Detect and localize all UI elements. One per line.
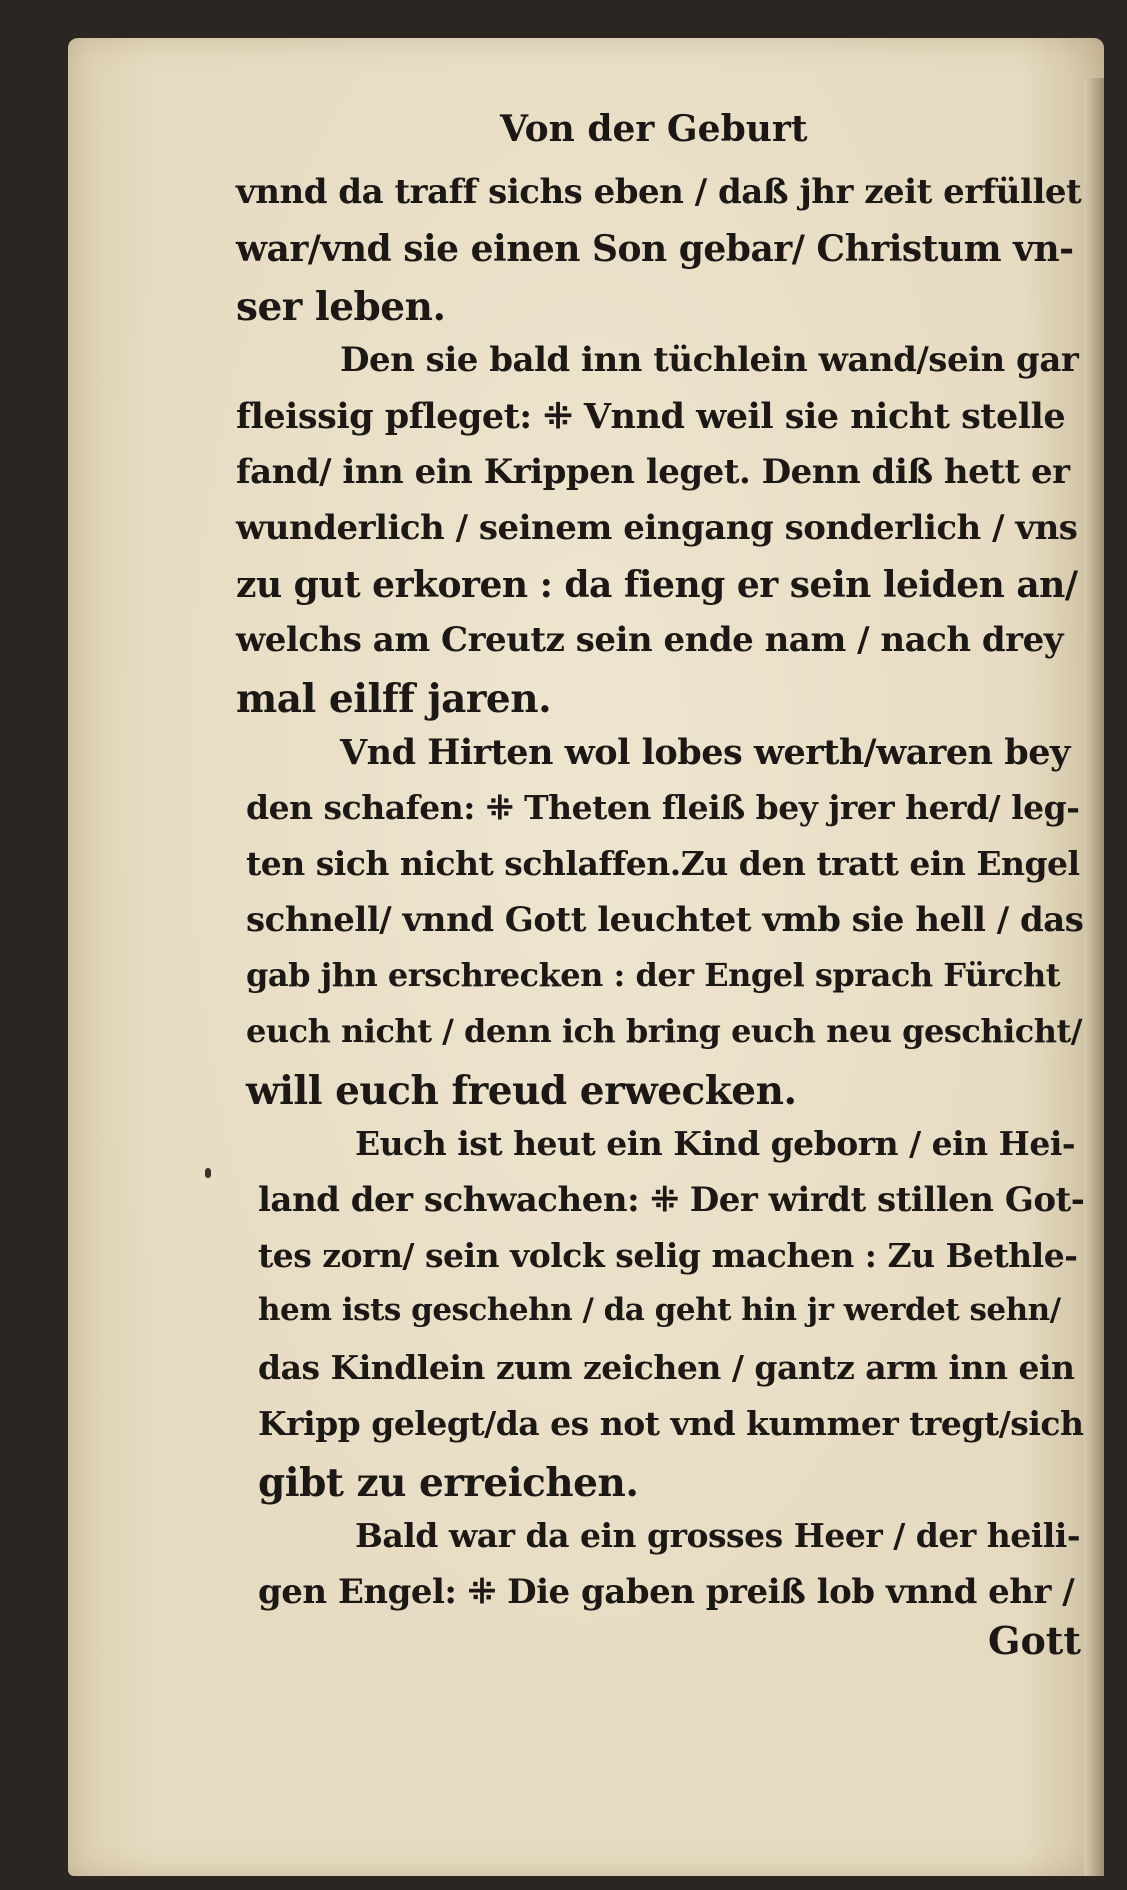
text-line: vnnd da traff sichs eben / daß jhr zeit erfüllet bbox=[236, 172, 1082, 212]
text-line: war/vnd sie einen Son gebar/ Christum vn- bbox=[236, 228, 1074, 270]
text-line: ser leben. bbox=[236, 284, 446, 330]
text-line: euch nicht / denn ich bring euch neu geschicht/ bbox=[246, 1012, 1082, 1050]
page-edge bbox=[1084, 78, 1104, 1876]
text-line: gab jhn erschrecken : der Engel sprach Fürcht bbox=[246, 956, 1061, 994]
text-line: gen Engel: ⁜ Die gaben preiß lob vnnd ehr / bbox=[258, 1572, 1075, 1612]
text-line: den schafen: ⁜ Theten fleiß bey jrer herd/ leg- bbox=[246, 788, 1080, 827]
text-line: Euch ist heut ein Kind geborn / ein Hei- bbox=[355, 1124, 1076, 1163]
text-line: land der schwachen: ⁜ Der wirdt stillen Got- bbox=[258, 1180, 1085, 1220]
text-line: Bald war da ein grosses Heer / der heili- bbox=[355, 1516, 1081, 1555]
text-line: schnell/ vnnd Gott leuchtet vmb sie hell / das bbox=[246, 900, 1084, 940]
running-header: Von der Geburt bbox=[500, 108, 808, 150]
text-line: fleissig pfleget: ⁜ Vnnd weil sie nicht stelle bbox=[236, 396, 1066, 437]
text-line: Den sie bald inn tüchlein wand/sein gar bbox=[340, 340, 1079, 380]
text-line: tes zorn/ sein volck selig machen : Zu Bethle- bbox=[258, 1236, 1078, 1275]
text-line: Kripp gelegt/da es not vnd kummer tregt/sich bbox=[258, 1404, 1084, 1443]
text-line: mal eilff jaren. bbox=[236, 676, 552, 722]
text-line: zu gut erkoren : da fieng er sein leiden an/ bbox=[236, 564, 1078, 606]
text-line: Vnd Hirten wol lobes werth/waren bey bbox=[340, 732, 1070, 773]
text-line: das Kindlein zum zeichen / gantz arm inn ein bbox=[258, 1348, 1075, 1387]
text-line: wunderlich / seinem eingang sonderlich / vns bbox=[236, 508, 1078, 548]
catchword: Gott bbox=[988, 1618, 1081, 1663]
text-line: gibt zu erreichen. bbox=[258, 1460, 639, 1506]
text-line: will euch freud erwecken. bbox=[246, 1068, 797, 1114]
text-line: hem ists geschehn / da geht hin jr werdet sehn/ bbox=[258, 1292, 1061, 1328]
text-line: fand/ inn ein Krippen leget. Denn diß hett er bbox=[236, 452, 1070, 492]
text-line: welchs am Creutz sein ende nam / nach drey bbox=[236, 620, 1063, 660]
text-line: ten sich nicht schlaffen.Zu den tratt ein Engel bbox=[246, 844, 1080, 883]
ink-mark bbox=[205, 1168, 211, 1178]
